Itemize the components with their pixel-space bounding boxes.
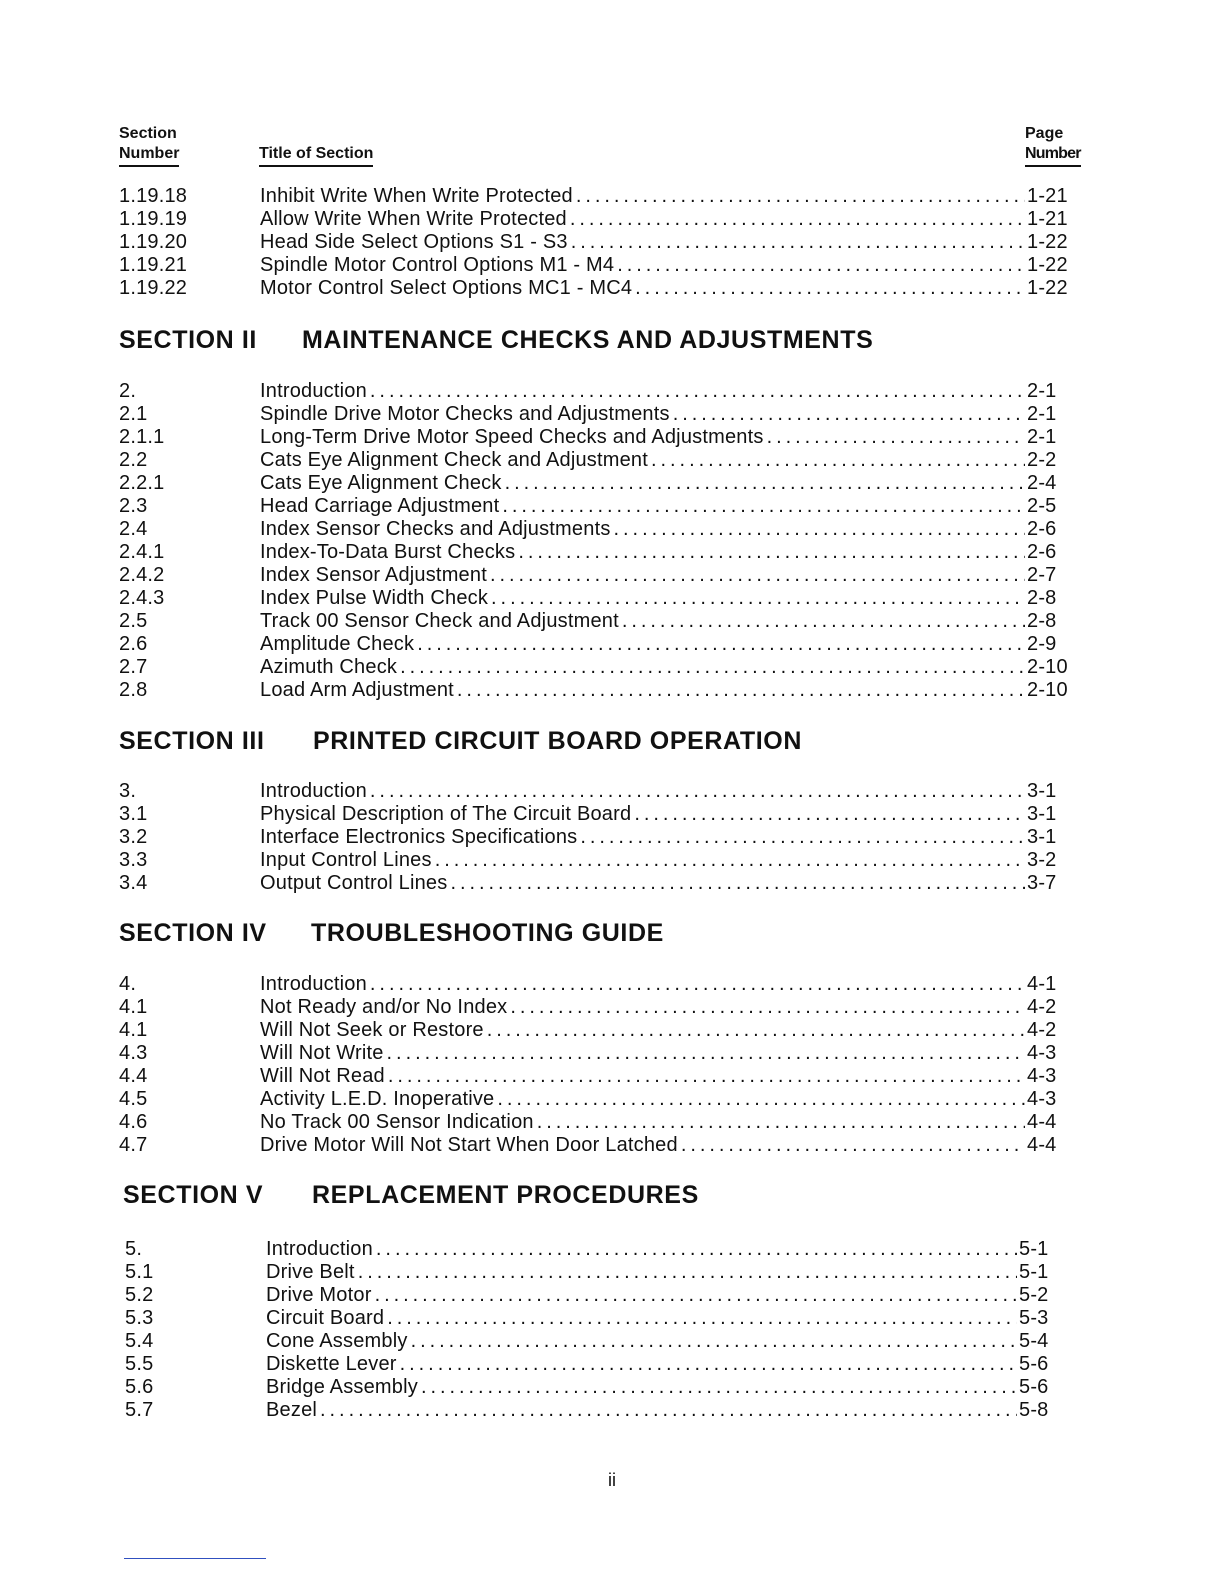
toc-entry[interactable] — [119, 380, 1072, 403]
dot-leader — [518, 541, 1025, 564]
toc-entry[interactable] — [119, 973, 1072, 996]
toc-entry[interactable] — [119, 185, 1072, 208]
toc-entry[interactable] — [119, 587, 1072, 610]
dot-leader — [375, 1284, 1017, 1307]
toc-entry[interactable] — [119, 656, 1072, 679]
toc-entry-page: 2-1 — [1027, 426, 1057, 448]
toc-entry[interactable] — [119, 277, 1072, 300]
toc-entry-number: 1.19.19 — [119, 208, 188, 230]
toc-entry-number: 5.1 — [125, 1261, 154, 1283]
toc-entry-title: Cats Eye Alignment Check — [260, 472, 502, 494]
toc-entry-page: 1-22 — [1027, 231, 1068, 253]
toc-entry[interactable] — [125, 1307, 1064, 1330]
section-number-header-line1: Section — [119, 125, 177, 142]
toc-entry-number: 5.3 — [125, 1307, 154, 1329]
dot-leader — [614, 518, 1025, 541]
toc-group-section-ii — [119, 380, 1072, 702]
toc-entry-page: 2-9 — [1027, 633, 1057, 655]
toc-entry[interactable] — [119, 518, 1072, 541]
toc-entry-number: 2.4.2 — [119, 564, 165, 586]
toc-entry[interactable] — [119, 231, 1072, 254]
dot-leader — [490, 564, 1025, 587]
toc-entry-page: 5-4 — [1019, 1330, 1049, 1352]
toc-entry-page: 5-3 — [1019, 1307, 1049, 1329]
dot-leader — [570, 208, 1025, 231]
dot-leader — [537, 1111, 1025, 1134]
toc-entry-title: Amplitude Check — [260, 633, 415, 655]
toc-group-section-iv — [119, 973, 1072, 1157]
toc-entry-title: Allow Write When Write Protected — [260, 208, 567, 230]
dot-leader — [450, 872, 1025, 895]
section-number-header-line2: Number — [119, 144, 179, 167]
toc-entry-page: 4-3 — [1027, 1042, 1057, 1064]
toc-entry[interactable] — [125, 1238, 1064, 1261]
toc-entry-title: Index Sensor Adjustment — [260, 564, 487, 586]
toc-entry-number: 1.19.21 — [119, 254, 188, 276]
dot-leader — [387, 1307, 1017, 1330]
dot-leader — [634, 803, 1025, 826]
section-title: TROUBLESHOOTING GUIDE — [311, 919, 664, 947]
toc-entry-number: 3.2 — [119, 826, 148, 848]
section-label: SECTION IV — [119, 919, 267, 947]
toc-entry[interactable] — [119, 472, 1072, 495]
dot-leader — [421, 1376, 1017, 1399]
dot-leader — [370, 973, 1025, 996]
toc-entry-number: 4.3 — [119, 1042, 148, 1064]
toc-entry-title: Input Control Lines — [260, 849, 432, 871]
toc-entry-page: 4-3 — [1027, 1065, 1057, 1087]
toc-entry-title: Azimuth Check — [260, 656, 398, 678]
dot-leader — [571, 231, 1025, 254]
toc-entry-title: Bezel — [266, 1399, 318, 1421]
toc-entry-number: 3.3 — [119, 849, 148, 871]
toc-entry-number: 3.1 — [119, 803, 148, 825]
dot-leader — [320, 1399, 1017, 1422]
toc-entry[interactable] — [125, 1284, 1064, 1307]
toc-entry-number: 2. — [119, 380, 137, 402]
toc-entry-number: 1.19.22 — [119, 277, 188, 299]
toc-entry-page: 4-4 — [1027, 1134, 1057, 1156]
toc-entry[interactable] — [125, 1399, 1064, 1422]
toc-entry-title: Drive Motor — [266, 1284, 372, 1306]
toc-entry-number: 2.6 — [119, 633, 148, 655]
toc-entry-title: Will Not Write — [260, 1042, 384, 1064]
toc-entry[interactable] — [119, 872, 1072, 895]
dot-leader — [387, 1042, 1025, 1065]
toc-entry[interactable] — [119, 996, 1072, 1019]
section-label: SECTION II — [119, 326, 257, 354]
toc-entry[interactable] — [119, 426, 1072, 449]
dot-leader — [651, 449, 1025, 472]
toc-entry-title: Cone Assembly — [266, 1330, 408, 1352]
toc-entry-number: 4.1 — [119, 996, 148, 1018]
toc-entry-number: 4.1 — [119, 1019, 148, 1041]
toc-entry-title: Motor Control Select Options MC1 - MC4 — [260, 277, 633, 299]
toc-entry-number: 5.2 — [125, 1284, 154, 1306]
toc-entry-number: 4.5 — [119, 1088, 148, 1110]
dot-leader — [370, 780, 1025, 803]
toc-entry-page: 1-22 — [1027, 277, 1068, 299]
section-label: SECTION V — [123, 1181, 264, 1209]
toc-entry-page: 4-2 — [1027, 996, 1057, 1018]
page-number: ii — [608, 1470, 616, 1490]
dot-leader — [400, 1353, 1017, 1376]
dot-leader — [580, 826, 1025, 849]
toc-entry-page: 2-10 — [1027, 679, 1068, 701]
toc-entry[interactable] — [119, 208, 1072, 231]
toc-entry-number: 2.4.1 — [119, 541, 165, 563]
dot-leader — [388, 1065, 1025, 1088]
toc-entry[interactable] — [119, 564, 1072, 587]
dot-leader — [502, 495, 1025, 518]
toc-entry-number: 3.4 — [119, 872, 148, 894]
toc-entry-number: 5.6 — [125, 1376, 154, 1398]
dot-leader — [576, 185, 1025, 208]
toc-entry[interactable] — [119, 679, 1072, 702]
toc-group-section-iii — [119, 780, 1072, 895]
toc-entry[interactable] — [119, 1088, 1072, 1111]
dot-leader — [370, 380, 1025, 403]
toc-entry[interactable] — [125, 1376, 1064, 1399]
toc-entry-number: 5.7 — [125, 1399, 154, 1421]
dot-leader — [435, 849, 1025, 872]
toc-entry-title: Track 00 Sensor Check and Adjustment — [260, 610, 619, 632]
toc-group-section-i — [119, 185, 1072, 300]
toc-entry-number: 4. — [119, 973, 137, 995]
toc-entry-page: 1-21 — [1027, 185, 1068, 207]
footer-divider — [124, 1558, 266, 1559]
toc-entry[interactable] — [125, 1261, 1064, 1284]
toc-entry-page: 5-2 — [1019, 1284, 1049, 1306]
section-title: REPLACEMENT PROCEDURES — [312, 1181, 699, 1209]
toc-entry-page: 2-7 — [1027, 564, 1057, 586]
toc-entry-page: 2-6 — [1027, 518, 1057, 540]
toc-entry-page: 5-6 — [1019, 1353, 1049, 1375]
dot-leader — [497, 1088, 1025, 1111]
dot-leader — [487, 1019, 1025, 1042]
toc-entry-title: Will Not Seek or Restore — [260, 1019, 484, 1041]
toc-entry-page: 3-1 — [1027, 826, 1057, 848]
toc-entry-title: Spindle Drive Motor Checks and Adjustments — [260, 403, 670, 425]
toc-entry-title: Output Control Lines — [260, 872, 448, 894]
toc-entry-page: 5-8 — [1019, 1399, 1049, 1421]
toc-group-section-v — [125, 1238, 1064, 1422]
toc-entry[interactable] — [119, 1134, 1072, 1157]
toc-entry-page: 2-2 — [1027, 449, 1057, 471]
toc-entry-number: 3. — [119, 780, 137, 802]
toc-entry-title: Index Pulse Width Check — [260, 587, 489, 609]
toc-entry-number: 4.6 — [119, 1111, 148, 1133]
toc-entry[interactable] — [119, 1111, 1072, 1134]
toc-entry-page: 4-4 — [1027, 1111, 1057, 1133]
toc-entry-title: Activity L.E.D. Inoperative — [260, 1088, 495, 1110]
dot-leader — [417, 633, 1025, 656]
toc-entry-title: Interface Electronics Specifications — [260, 826, 578, 848]
section-number-header — [119, 124, 179, 167]
toc-entry-number: 2.8 — [119, 679, 148, 701]
toc-entry-page: 2-8 — [1027, 610, 1057, 632]
toc-entry-page: 2-8 — [1027, 587, 1057, 609]
toc-entry-page: 5-1 — [1019, 1238, 1049, 1260]
toc-entry-title: Will Not Read — [260, 1065, 385, 1087]
dot-leader — [635, 277, 1025, 300]
page-number-header-line1: Page — [1025, 125, 1064, 142]
toc-entry-page: 4-3 — [1027, 1088, 1057, 1110]
dot-leader — [457, 679, 1025, 702]
toc-entry-title: Diskette Lever — [266, 1353, 397, 1375]
toc-entry-page: 3-2 — [1027, 849, 1057, 871]
toc-entry-number: 2.2.1 — [119, 472, 165, 494]
dot-leader — [617, 254, 1025, 277]
toc-entry-title: Index-To-Data Burst Checks — [260, 541, 516, 563]
toc-entry[interactable] — [119, 849, 1072, 872]
toc-entry-page: 4-2 — [1027, 1019, 1057, 1041]
page-number-header — [1025, 124, 1081, 167]
toc-entry-page: 2-5 — [1027, 495, 1057, 517]
toc-entry-number: 4.7 — [119, 1134, 148, 1156]
toc-entry-title: Circuit Board — [266, 1307, 385, 1329]
toc-entry[interactable] — [119, 254, 1072, 277]
toc-entry[interactable] — [119, 826, 1072, 849]
toc-entry-number: 2.4 — [119, 518, 148, 540]
toc-entry-title: Index Sensor Checks and Adjustments — [260, 518, 611, 540]
toc-entry[interactable] — [119, 1019, 1072, 1042]
toc-entry-title: Long-Term Drive Motor Speed Checks and Adjustments — [260, 426, 764, 448]
toc-entry-title: Physical Description of The Circuit Board — [260, 803, 632, 825]
toc-entry-title: Introduction — [266, 1238, 373, 1260]
toc-entry[interactable] — [119, 633, 1072, 656]
toc-entry-number: 2.1 — [119, 403, 148, 425]
toc-entry-number: 2.4.3 — [119, 587, 165, 609]
toc-entry-number: 2.5 — [119, 610, 148, 632]
toc-entry[interactable] — [119, 495, 1072, 518]
toc-entry-page: 3-7 — [1027, 872, 1057, 894]
section-title: MAINTENANCE CHECKS AND ADJUSTMENTS — [302, 326, 874, 354]
title-of-section-header: Title of Section — [259, 144, 373, 167]
toc-entry-page: 5-1 — [1019, 1261, 1049, 1283]
dot-leader — [400, 656, 1025, 679]
toc-entry-number: 5.5 — [125, 1353, 154, 1375]
toc-entry-title: Introduction — [260, 780, 367, 802]
toc-entry-page: 2-4 — [1027, 472, 1057, 494]
toc-entry-number: 2.7 — [119, 656, 148, 678]
toc-entry-title: Inhibit Write When Write Protected — [260, 185, 573, 207]
toc-entry-number: 2.2 — [119, 449, 148, 471]
toc-entry[interactable] — [119, 449, 1072, 472]
dot-leader — [767, 426, 1025, 449]
dot-leader — [681, 1134, 1025, 1157]
toc-entry[interactable] — [119, 780, 1072, 803]
toc-entry[interactable] — [119, 1065, 1072, 1088]
toc-entry-number: 5.4 — [125, 1330, 154, 1352]
section-label: SECTION III — [119, 727, 265, 755]
toc-entry-title: Drive Belt — [266, 1261, 355, 1283]
section-title: PRINTED CIRCUIT BOARD OPERATION — [313, 727, 802, 755]
toc-entry-title: Head Side Select Options S1 - S3 — [260, 231, 568, 253]
toc-entry-number: 5. — [125, 1238, 143, 1260]
toc-entry[interactable] — [119, 610, 1072, 633]
toc-entry-page: 2-1 — [1027, 380, 1057, 402]
dot-leader — [622, 610, 1025, 633]
toc-entry-title: Drive Motor Will Not Start When Door Latched — [260, 1134, 678, 1156]
toc-entry[interactable] — [119, 541, 1072, 564]
dot-leader — [673, 403, 1025, 426]
dot-leader — [491, 587, 1025, 610]
toc-entry-title: Load Arm Adjustment — [260, 679, 454, 701]
toc-entry-page: 2-1 — [1027, 403, 1057, 425]
toc-entry-page: 1-22 — [1027, 254, 1068, 276]
toc-entry[interactable] — [119, 1042, 1072, 1065]
toc-entry-title: Introduction — [260, 973, 367, 995]
toc-entry-number: 1.19.18 — [119, 185, 188, 207]
toc-entry-title: Introduction — [260, 380, 367, 402]
toc-entry-page: 1-21 — [1027, 208, 1068, 230]
toc-entry-page: 2-6 — [1027, 541, 1057, 563]
toc-entry-title: Not Ready and/or No Index — [260, 996, 508, 1018]
toc-entry-title: Spindle Motor Control Options M1 - M4 — [260, 254, 615, 276]
toc-entry[interactable] — [119, 403, 1072, 426]
toc-entry-number: 1.19.20 — [119, 231, 188, 253]
dot-leader — [505, 472, 1025, 495]
page-number-header-line2: Number — [1025, 144, 1081, 167]
toc-entry-page: 3-1 — [1027, 803, 1057, 825]
dot-leader — [358, 1261, 1017, 1284]
toc-entry[interactable] — [119, 803, 1072, 826]
toc-entry-title: Bridge Assembly — [266, 1376, 418, 1398]
toc-entry-title: No Track 00 Sensor Indication — [260, 1111, 534, 1133]
dot-leader — [510, 996, 1025, 1019]
dot-leader — [376, 1238, 1017, 1261]
toc-entry[interactable] — [125, 1353, 1064, 1376]
toc-entry-title: Cats Eye Alignment Check and Adjustment — [260, 449, 649, 471]
toc-entry-number: 4.4 — [119, 1065, 148, 1087]
toc-entry-page: 2-10 — [1027, 656, 1068, 678]
toc-entry-number: 2.1.1 — [119, 426, 165, 448]
toc-entry-page: 3-1 — [1027, 780, 1057, 802]
toc-entry[interactable] — [125, 1330, 1064, 1353]
toc-entry-page: 5-6 — [1019, 1376, 1049, 1398]
toc-entry-title: Head Carriage Adjustment — [260, 495, 500, 517]
toc-entry-page: 4-1 — [1027, 973, 1057, 995]
toc-entry-number: 2.3 — [119, 495, 148, 517]
dot-leader — [411, 1330, 1017, 1353]
